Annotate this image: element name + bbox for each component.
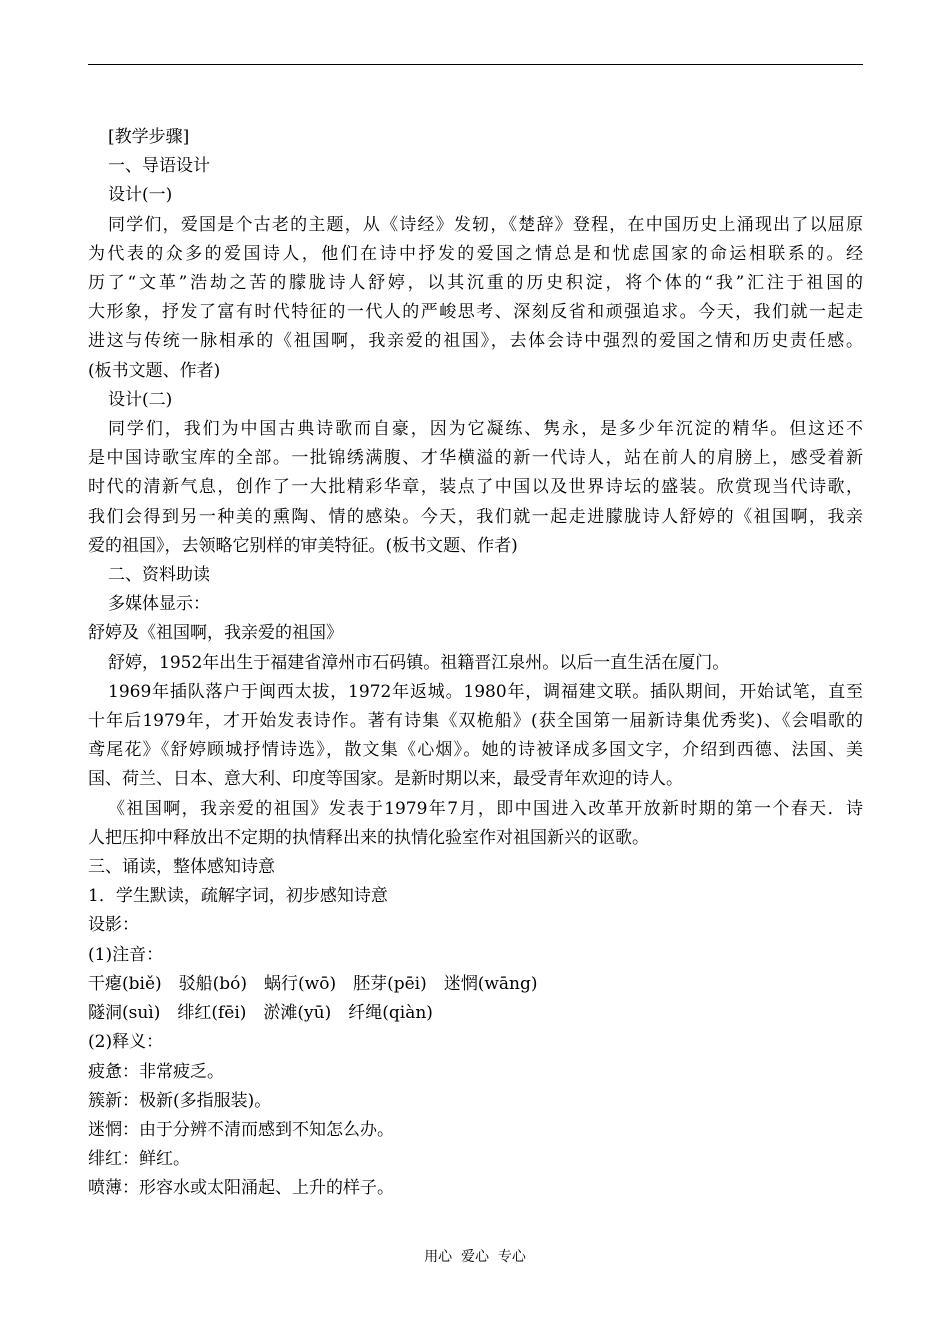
text-line: 时代的清新气息，创作了一大批精彩华章，装点了中国以及世界诗坛的盛装。欣赏现当代诗歌， — [88, 477, 863, 498]
text-line: 绯红：鲜红。 — [88, 1149, 190, 1170]
text-line: 历了“文革”浩劫之苦的朦胧诗人舒婷，以其沉重的历史积淀，将个体的“我”汇注于祖国的 — [88, 273, 863, 294]
text-line: 是中国诗歌宝库的全部。一批锦绣满腹、才华横溢的新一代诗人，站在前人的肩膀上，感受着新 — [88, 448, 863, 469]
text-line: (板书文题、作者) — [88, 360, 221, 381]
text-line: 疲惫：非常疲乏。 — [88, 1061, 224, 1082]
text-line: 进这与传统一脉相承的《祖国啊，我亲爱的祖国》，去体会诗中强烈的爱国之情和历史责任感。 — [88, 331, 863, 352]
text-line: 人把压抑中释放出不定期的执情释出来的执情化验室作对祖国新兴的讴歌。 — [88, 827, 649, 848]
text-line: 多媒体显示： — [108, 594, 210, 615]
text-line: 簇新：极新(多指服装)。 — [88, 1090, 272, 1111]
text-line: 设计(二) — [108, 389, 173, 410]
text-line: 国、荷兰、日本、意大利、印度等国家。是新时期以来，最受青年欢迎的诗人。 — [88, 769, 683, 790]
text-line: 迷惘：由于分辨不清而感到不知怎么办。 — [88, 1119, 394, 1140]
text-line: 1．学生默读，疏解字词，初步感知诗意 — [88, 886, 388, 907]
text-line: (2)释义： — [88, 1032, 164, 1053]
text-line: [教学步骤] — [108, 127, 190, 147]
text-line: 《祖国啊，我亲爱的祖国》发表于1979年7月，即中国进入改革开放新时期的第一个春天．诗 — [108, 798, 863, 819]
text-line: 同学们，爱国是个古老的主题，从《诗经》发轫，《楚辞》登程，在中国历史上涌现出了以屈原 — [108, 214, 863, 235]
text-line: 设影： — [88, 915, 139, 936]
text-line: 爱的祖国》，去领略它别样的审美特征。(板书文题、作者) — [88, 535, 518, 556]
text-line: 干瘪(biě) 驳船(bó) 蜗行(wō) 胚芽(pēi) 迷惘(wāng) — [88, 973, 538, 994]
text-line: 三、诵读，整体感知诗意 — [88, 857, 275, 878]
document-body — [88, 123, 863, 1204]
text-line: 鸢尾花》《舒婷顾城抒情诗选》，散文集《心烟》。她的诗被译成多国文字，介绍到西德、法国、美 — [88, 740, 863, 761]
text-line: 大形象，抒发了富有时代特征的一代人的严峻思考、深刻反省和顽强追求。今天，我们就一起走 — [88, 302, 863, 323]
text-line: 为代表的众多的爱国诗人，他们在诗中抒发的爱国之情总是和忧虑国家的命运相联系的。经 — [88, 243, 863, 264]
text-line: 十年后1979年，才开始发表诗作。著有诗集《双桅船》(获全国第一届新诗集优秀奖)、《会唱歌的 — [88, 711, 863, 732]
text-line: 我们会得到另一种美的熏陶、情的感染。今天，我们就一起走进朦胧诗人舒婷的《祖国啊，我亲 — [88, 506, 863, 527]
text-line: 隧洞(suì) 绯红(fēi) 淤滩(yū) 纤绳(qiàn) — [88, 1003, 433, 1024]
text-line: 舒婷，1952年出生于福建省漳州市石码镇。祖籍晋江泉州。以后一直生活在厦门。 — [108, 652, 730, 673]
text-line: 二、资料助读 — [108, 565, 210, 586]
text-line: 舒婷及《祖国啊，我亲爱的祖国》 — [88, 623, 343, 644]
text-line: (1)注音： — [88, 944, 164, 965]
text-line: 同学们，我们为中国古典诗歌而自豪，因为它凝练、隽永，是多少年沉淀的精华。但这还不 — [108, 419, 863, 440]
text-line: 一、导语设计 — [108, 156, 210, 177]
text-line: 设计(一) — [108, 185, 173, 206]
text-line: 1969年插队落户于闽西太拔，1972年返城。1980年，调福建文联。插队期间，开始试笔，直至 — [108, 681, 863, 702]
page-footer: 用心 爱心 专心 — [424, 1249, 526, 1265]
text-line: 喷薄：形容水或太阳涌起、上升的样子。 — [88, 1178, 394, 1199]
header-rule — [88, 64, 863, 65]
